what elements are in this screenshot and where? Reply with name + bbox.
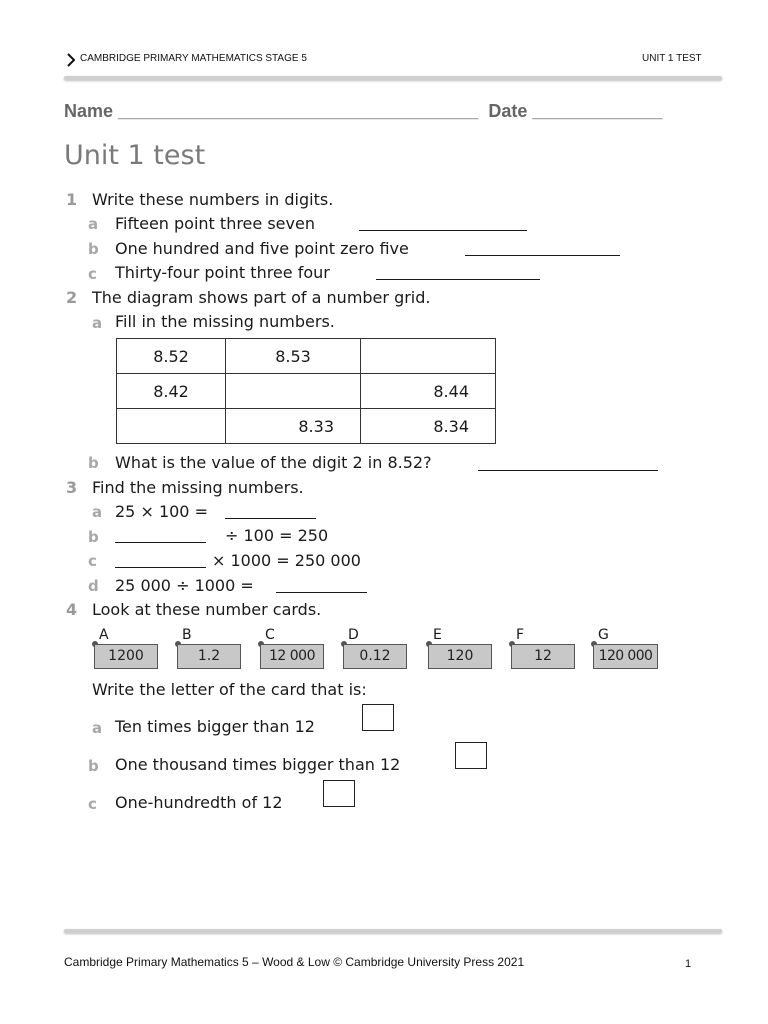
q3b-answer-line[interactable]: [115, 542, 206, 543]
q2a-text: Fill in the missing numbers.: [115, 312, 335, 331]
q3d-answer-line[interactable]: [276, 592, 367, 593]
grid-cell-blank[interactable]: [117, 409, 226, 444]
footer-divider: [64, 929, 722, 933]
q4a-text: Ten times bigger than 12: [115, 717, 315, 736]
q4c-label: c: [88, 795, 97, 813]
q4b-label: b: [88, 757, 99, 775]
q1c-text: Thirty-four point three four: [115, 263, 330, 282]
name-date-line[interactable]: Name ____________________________________ Date _____________: [64, 101, 663, 121]
number-card-f: 12: [511, 644, 575, 669]
q4c-text: One-hundredth of 12: [115, 793, 283, 812]
q2-number: 2: [66, 288, 78, 307]
grid-cell: 8.52: [117, 339, 226, 374]
card-letter-d: D: [348, 627, 359, 643]
q1c-label: c: [88, 265, 97, 283]
q1c-answer-line[interactable]: [376, 279, 540, 280]
number-grid: [116, 338, 496, 444]
q3a-label: a: [92, 503, 103, 521]
page-number: 1: [685, 958, 692, 970]
page-title: Unit 1 test: [64, 140, 206, 171]
number-card-c: 12 000: [260, 644, 324, 669]
grid-cell: 8.44: [361, 374, 496, 409]
grid-cell: 8.34: [361, 409, 496, 444]
card-letter-e: E: [433, 627, 442, 643]
q2b-text: What is the value of the digit 2 in 8.52?: [115, 453, 432, 472]
q4b-text: One thousand times bigger than 12: [115, 755, 401, 774]
q3c-label: c: [88, 552, 97, 570]
grid-cell-blank[interactable]: [226, 374, 361, 409]
header-right: UNIT 1 TEST: [642, 53, 702, 64]
q2b-label: b: [88, 454, 99, 472]
q1b-label: b: [88, 240, 99, 258]
q4a-answer-box[interactable]: [362, 704, 394, 731]
card-letter-c: C: [265, 627, 275, 643]
grid-cell: 8.42: [117, 374, 226, 409]
q1b-text: One hundred and five point zero five: [115, 239, 409, 258]
q4-text: Look at these number cards.: [92, 600, 322, 619]
number-card-b: 1.2: [177, 644, 241, 669]
q2-text: The diagram shows part of a number grid.: [92, 288, 431, 307]
grid-cell: 8.53: [226, 339, 361, 374]
header-chevron-icon: [66, 52, 76, 71]
q1-number: 1: [66, 190, 78, 209]
q3a-text: 25 × 100 =: [115, 502, 208, 521]
q3d-label: d: [88, 577, 99, 595]
q3-number: 3: [66, 478, 78, 497]
card-letter-a: A: [99, 627, 109, 643]
q4-number: 4: [66, 600, 78, 619]
card-letter-f: F: [516, 627, 525, 643]
header-left: CAMBRIDGE PRIMARY MATHEMATICS STAGE 5: [80, 53, 307, 64]
q1a-answer-line[interactable]: [359, 230, 527, 231]
number-card-g: 120 000: [593, 644, 658, 669]
header-divider: [64, 76, 722, 80]
q2b-answer-line[interactable]: [478, 470, 658, 471]
q1-text: Write these numbers in digits.: [92, 190, 334, 209]
q3b-text: ÷ 100 = 250: [225, 526, 329, 545]
q4c-answer-box[interactable]: [323, 780, 355, 807]
q3a-answer-line[interactable]: [225, 518, 316, 519]
footer-copyright: Cambridge Primary Mathematics 5 – Wood & Low © Cambridge University Press 2021: [64, 955, 525, 969]
card-letter-b: B: [182, 627, 192, 643]
q3c-answer-line[interactable]: [115, 567, 206, 568]
card-letter-g: G: [598, 627, 609, 643]
grid-cell: 8.33: [226, 409, 361, 444]
q1b-answer-line[interactable]: [465, 255, 620, 256]
q1a-label: a: [88, 215, 99, 233]
q1a-text: Fifteen point three seven: [115, 214, 315, 233]
q3c-text: × 1000 = 250 000: [212, 551, 361, 570]
q3d-text: 25 000 ÷ 1000 =: [115, 576, 254, 595]
number-card-a: 1200: [94, 644, 158, 669]
q4b-answer-box[interactable]: [455, 742, 487, 769]
q4-instruction: Write the letter of the card that is:: [92, 680, 367, 699]
q3b-label: b: [88, 528, 99, 546]
number-card-d: 0.12: [343, 644, 407, 669]
grid-cell-blank[interactable]: [361, 339, 496, 374]
q3-text: Find the missing numbers.: [92, 478, 304, 497]
number-card-e: 120: [428, 644, 492, 669]
q4a-label: a: [92, 719, 103, 737]
q2a-label: a: [92, 314, 103, 332]
